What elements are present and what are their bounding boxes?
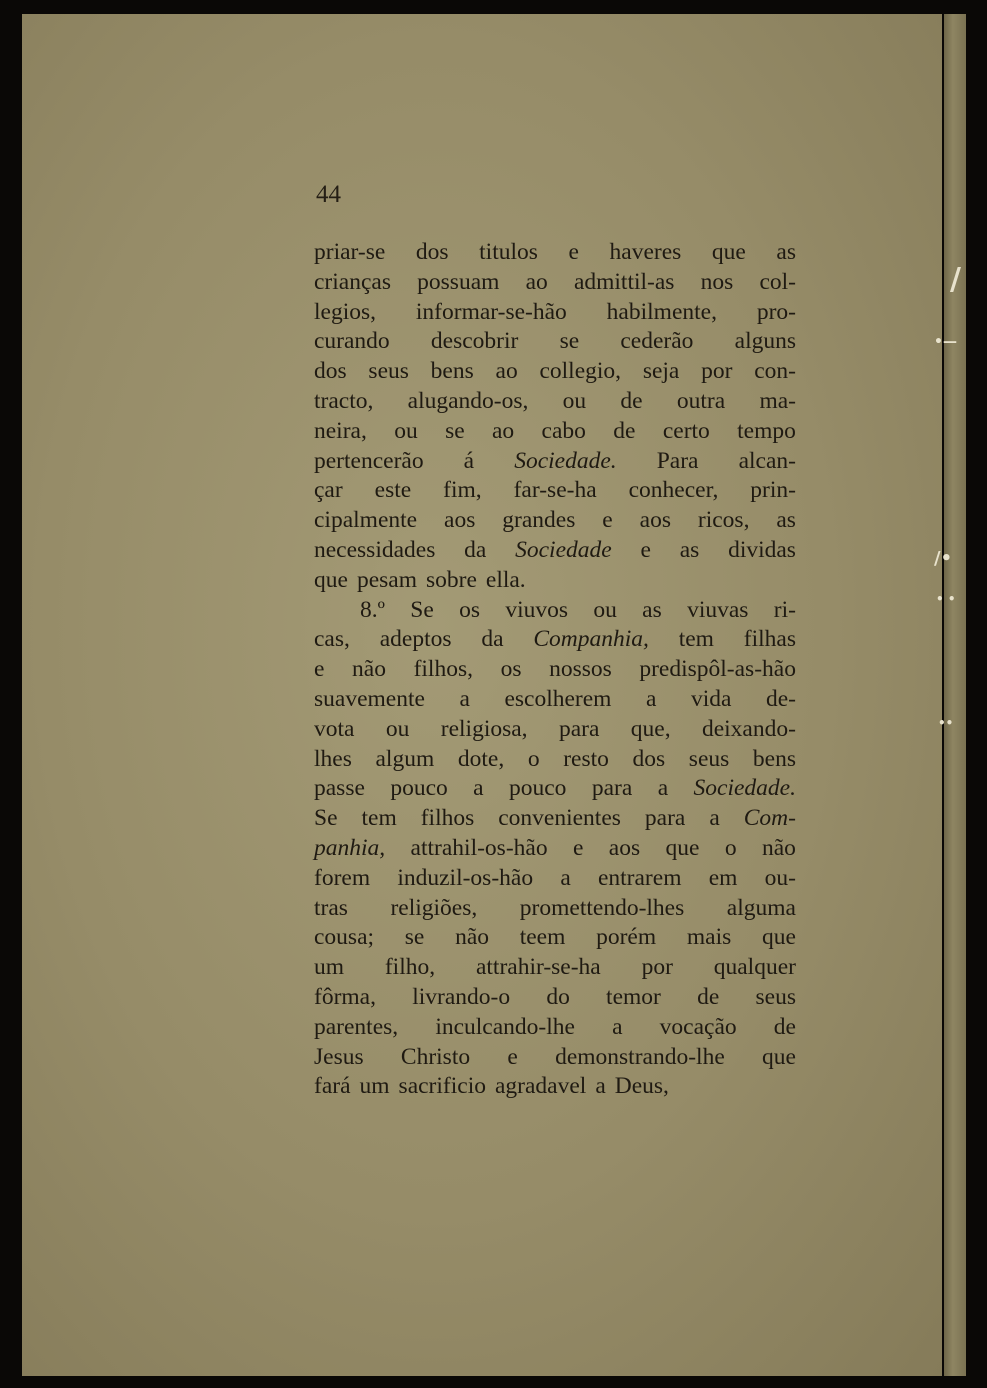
text-line [314,387,796,417]
word: passe [314,775,365,802]
word: parentes, [314,1013,399,1040]
word: e [507,1043,518,1070]
word: seus [688,745,730,772]
word: a [645,685,657,712]
text-line [314,655,796,685]
word: mais [686,924,732,951]
word: agradavel [494,1073,587,1100]
word: aos [608,834,641,861]
word: cabo [541,417,586,444]
word: Sociedade. [514,447,617,474]
word: seus [368,358,409,385]
word: que [665,834,700,861]
word: religiosa, [440,715,528,742]
word: cederão [620,328,694,355]
word: as [679,536,700,563]
text-line [314,476,796,506]
word: ao [492,417,515,444]
text-line [314,864,796,894]
word: far-se-ha [513,477,597,504]
word: aos [444,507,476,534]
word: a [473,775,484,802]
word: prin- [750,477,796,504]
text-line [314,953,796,983]
word: dote, [457,745,505,772]
word: collegio, [539,358,622,385]
word: predispôl-as-hão [639,656,796,683]
word: pouco [509,775,567,802]
word: fôrma, [314,983,376,1010]
word: algum [375,745,435,772]
word: demonstrando-lhe [555,1043,725,1070]
word: ri- [773,596,796,623]
word: 8.º [360,596,385,623]
word: não [455,924,489,951]
word: á [463,447,475,474]
word: as [642,596,662,623]
word: attrahil-os-hão [410,834,548,861]
margin-mark: /• [934,548,953,569]
word: qualquer [713,954,796,981]
word: e [314,656,325,683]
word: con- [754,358,796,385]
word: titulos [479,239,538,265]
word: pertencerão [314,447,424,474]
body-text [314,238,796,1102]
word: viuvos [505,596,568,623]
word: cousa; [314,924,375,951]
word: que [761,924,796,951]
text-line [314,536,796,566]
word: alguns [734,328,796,355]
word: e [602,507,613,534]
word: a [560,864,571,891]
word: entrarem [597,864,682,891]
margin-mark: / [950,262,961,297]
word: Sociedade. [693,775,796,802]
word: que [314,566,348,593]
word: de [620,387,643,414]
word: dos [632,745,666,772]
word: a [595,1073,606,1100]
word: temor [606,983,661,1010]
word: dos [314,358,347,385]
word: Companhia, [533,626,649,653]
word: ricos, [697,507,750,534]
word: certo [662,417,710,444]
word: para [591,775,633,802]
word: admittil-as [573,268,675,295]
word: tras [314,894,348,921]
word: em [708,864,738,891]
word: haveres [609,239,682,265]
word: um [314,954,345,981]
word: attrahir-se-ha [475,954,601,981]
word: lhes [314,745,352,772]
text-line [314,506,796,536]
word: promettendo-lhes [519,894,685,921]
text-line [314,327,796,357]
word: Se [410,596,434,623]
word: de [773,1013,796,1040]
text-line [314,596,796,626]
word: necessidades [314,536,436,563]
word: alcan- [738,447,796,474]
text-line [314,923,796,953]
word: grandes [502,507,576,534]
word: este [374,477,412,504]
text-line [314,238,796,268]
word: filhas [743,626,796,653]
word: deixando- [701,715,796,742]
word: ou [394,417,418,444]
word: da [464,536,487,563]
word: tem [361,805,397,832]
word: outra [676,387,726,414]
margin-mark: • • [936,592,956,606]
word: alguma [726,894,796,921]
word: Deus, [614,1073,669,1100]
text-line [314,447,796,477]
word: ou [562,387,587,414]
word: fim, [443,477,482,504]
word: forem [314,864,371,891]
word: cipalmente [314,507,418,534]
word: por [701,358,733,385]
word: habilmente, [606,298,717,325]
text-line [314,357,796,387]
word: alugando-os, [407,387,529,414]
word: livrando-o [412,983,511,1010]
word: filhos [420,805,475,832]
word: vida [690,685,732,712]
word: e [640,536,651,563]
word: por [641,954,673,981]
word: sacrificio [398,1073,486,1100]
word: do [546,983,570,1010]
word: ma- [759,387,796,414]
word: ao [495,358,518,385]
word: porém [596,924,657,951]
word: dos [415,239,449,265]
word: teem [519,924,566,951]
word: de [697,983,720,1010]
word: o [724,834,737,861]
word: que, [630,715,671,742]
word: tem [678,626,714,653]
word: pro- [756,298,796,325]
text-line [314,804,796,834]
word: nos [700,268,734,295]
word: filhos, [413,656,473,683]
word: seus [755,983,796,1010]
text-line [314,298,796,328]
word: curando [314,328,390,355]
word: ou- [764,864,796,891]
word: escolherem [504,685,612,712]
word: convenientes [498,805,621,832]
word: neira, [314,417,367,444]
text-line [314,625,796,655]
word: seja [642,358,680,385]
word: que [762,1043,796,1070]
word: tracto, [314,387,374,414]
word: legios, [314,298,377,325]
word: tempo [737,417,796,444]
text-line [314,1072,796,1102]
word: se [404,924,425,951]
word: suavemente [314,685,425,712]
word: ou [385,715,410,742]
word: filho, [384,954,436,981]
word: col- [759,268,796,295]
word: panhia, [314,834,386,861]
word: a [459,685,470,712]
word: Para [656,447,699,474]
word: as [776,507,796,534]
word: os [459,596,480,623]
word: adeptos [379,626,452,653]
word: de- [765,685,796,712]
word: crianças [314,268,391,295]
text-line [314,566,796,596]
word: e [572,834,584,861]
page-edge [944,14,966,1376]
word: dividas [728,536,796,563]
word: nossos [549,656,612,683]
text-line [314,834,796,864]
text-line [314,417,796,447]
text-line [314,268,796,298]
text-line [314,685,796,715]
word: Sociedade [515,536,612,563]
word: as [776,239,796,265]
word: çar [314,477,343,504]
word: conhecer, [628,477,719,504]
word: inculcando-lhe [435,1013,575,1040]
word: pesam [356,566,417,593]
word: religiões, [390,894,478,921]
word: pouco [390,775,448,802]
word: o [527,745,540,772]
word: ao [525,268,548,295]
word: um [359,1073,390,1100]
word: descobrir [430,328,519,355]
word: Com- [743,805,796,832]
word: Christo [400,1043,471,1070]
word: os [500,656,522,683]
word: se [559,328,580,355]
word: que [711,239,746,265]
word: cas, [314,626,350,653]
text-line [314,894,796,924]
margin-mark: •— [934,334,957,350]
word: bens [430,358,474,385]
text-line [314,983,796,1013]
word: informar-se-hão [415,298,567,325]
text-line [314,1043,796,1073]
word: se [445,417,465,444]
word: Jesus [314,1043,364,1070]
word: ella. [485,566,526,593]
word: viuvas [687,596,749,623]
word: priar-se [314,239,386,265]
word: aos [639,507,671,534]
text-line [314,715,796,745]
word: fará [314,1073,351,1100]
word: induzil-os-hão [397,864,534,891]
page-number: 44 [316,181,341,208]
word: a [657,775,669,802]
word: bens [752,745,796,772]
word: e [568,239,579,265]
word: da [481,626,504,653]
word: para [644,805,686,832]
word: para [558,715,600,742]
word: possuam [417,268,500,295]
word: a [709,805,720,832]
word: ou [593,596,617,623]
word: de [613,417,636,444]
text-line [314,745,796,775]
word: não [761,834,796,861]
word: a [612,1013,623,1040]
text-line [314,1013,796,1043]
text-line [314,774,796,804]
word: vota [314,715,355,742]
margin-mark: •• [938,716,954,730]
word: não [352,656,386,683]
word: vocação [659,1013,737,1040]
word: resto [563,745,609,772]
word: sobre [425,566,477,593]
word: Se [314,805,338,832]
